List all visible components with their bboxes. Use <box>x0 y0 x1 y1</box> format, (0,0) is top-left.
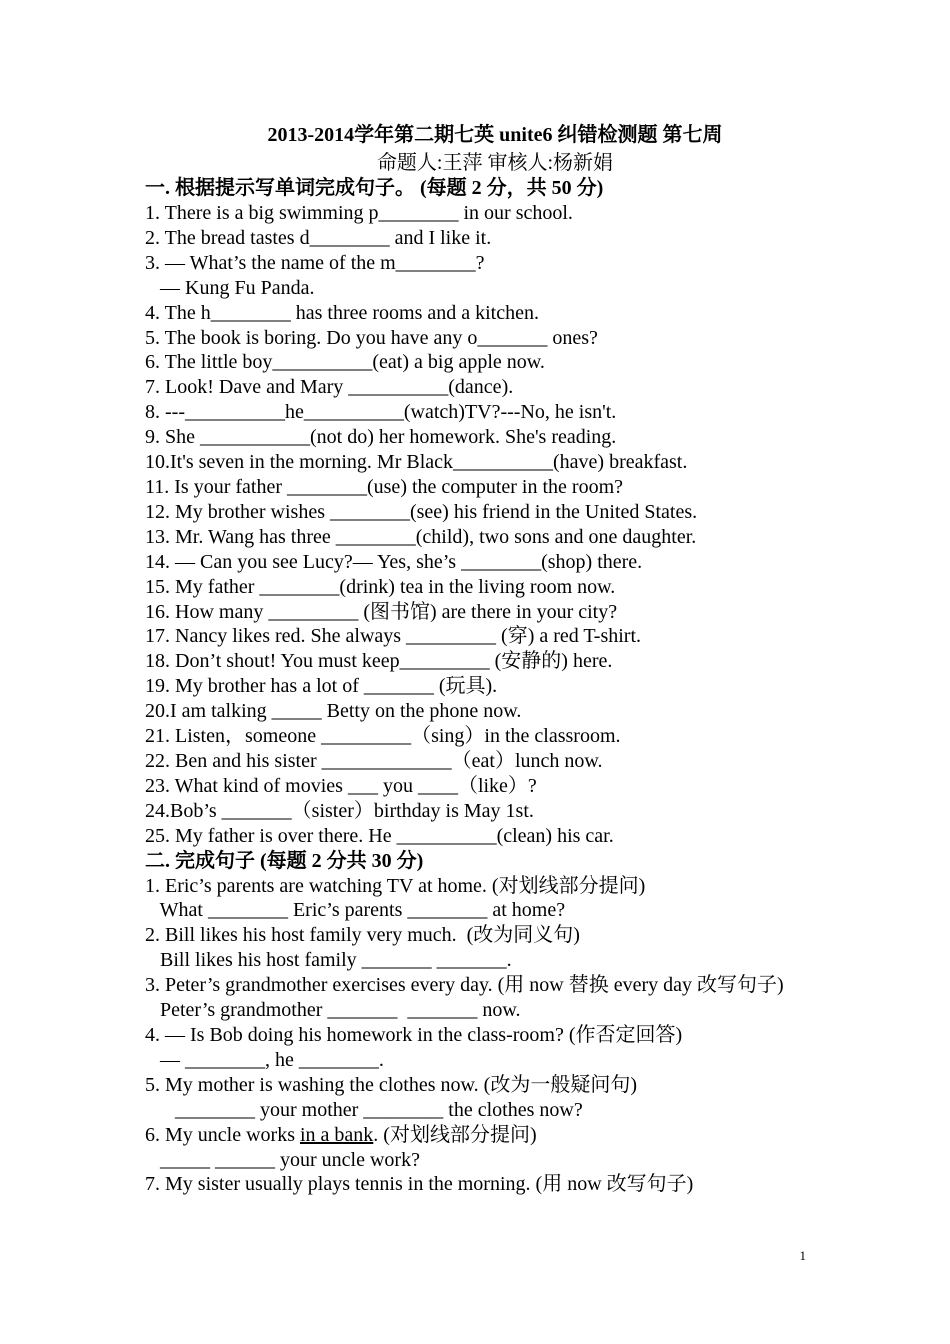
answer-line: Peter’s grandmother _______ _______ now. <box>145 999 521 1022</box>
exercise-line: 20.I am talking _____ Betty on the phone now. <box>145 700 522 723</box>
exercise-line: 21. Listen，someone _________（sing）in the classroom. <box>145 725 621 748</box>
exercise-line: 3. Peter’s grandmother exercises every day. (用 now 替换 every day 改写句子) <box>145 974 784 997</box>
exercise-line: 5. My mother is washing the clothes now. (改为一般疑问句) <box>145 1073 637 1096</box>
answer-line: _____ ______ your uncle work? <box>145 1148 420 1171</box>
exercise-line: 2. The bread tastes d________ and I like it. <box>145 226 492 249</box>
answer-line: — ________, he ________. <box>145 1048 384 1071</box>
exercise-line: 15. My father ________(drink) tea in the living room now. <box>145 575 616 598</box>
exercise-line: 5. The book is boring. Do you have any o_______ ones? <box>145 326 598 349</box>
exercise-line: 24.Bob’s _______（sister）birthday is May 1st. <box>145 799 534 822</box>
answer-line: ________ your mother ________ the clothes now? <box>145 1098 583 1121</box>
exercise-line: 3. — What’s the name of the m________? <box>145 251 485 274</box>
exercise-line: 17. Nancy likes red. She always _________ (穿) a red T-shirt. <box>145 625 642 648</box>
exercise-line: 23. What kind of movies ___ you ____（like）? <box>145 774 537 797</box>
exercise-line: 11. Is your father ________(use) the computer in the room? <box>145 475 624 498</box>
exercise-line: 1. Eric’s parents are watching TV at home. (对划线部分提问) <box>145 874 646 897</box>
exercise-text: . (对划线部分提问) <box>373 1123 537 1146</box>
exercise-line: 14. — Can you see Lucy?— Yes, she’s ________(shop) there. <box>145 550 643 573</box>
document-authors: 命题人:王萍 审核人:杨新娟 <box>376 152 614 174</box>
exercise-line: 7. My sister usually plays tennis in the morning. (用 now 改写句子) <box>145 1173 694 1196</box>
document-page <box>145 120 825 1197</box>
exercise-text: 6. My uncle works <box>145 1123 300 1146</box>
exercise-line: 10.It's seven in the morning. Mr Black__________(have) breakfast. <box>145 451 688 474</box>
exercise-line: 13. Mr. Wang has three ________(child), two sons and one daughter. <box>145 525 697 548</box>
underlined-phrase: in a bank <box>299 1123 374 1146</box>
answer-line: What ________ Eric’s parents ________ at home? <box>145 899 566 922</box>
exercise-line: 22. Ben and his sister _____________（eat）lunch now. <box>145 749 603 772</box>
exercise-line: 8. ---__________he__________(watch)TV?---No, he isn't. <box>145 401 617 424</box>
document-title: 2013-2014学年第二期七英 unite6 纠错检测题 第七周 <box>267 124 723 146</box>
exercise-line: 4. The h________ has three rooms and a kitchen. <box>145 301 539 324</box>
exercise-line: 12. My brother wishes ________(see) his friend in the United States. <box>145 500 698 523</box>
exercise-line: 16. How many _________ (图书馆) are there in your city? <box>145 600 618 623</box>
exercise-line: 25. My father is over there. He __________(clean) his car. <box>145 824 614 847</box>
exercise-line: 6. The little boy__________(eat) a big apple now. <box>145 351 545 374</box>
exercise-line: 9. She ___________(not do) her homework. She's reading. <box>145 426 617 449</box>
exercise-line <box>145 1123 825 1148</box>
section-1-lines <box>145 201 825 849</box>
page-number: 1 <box>799 1248 806 1263</box>
section-2-lines <box>145 874 825 1198</box>
exercise-line: 19. My brother has a lot of _______ (玩具). <box>145 675 498 698</box>
exercise-line: 1. There is a big swimming p________ in our school. <box>145 202 573 224</box>
section-1-heading: 一. 根据提示写单词完成句子。 (每题 2 分，共 50 分) <box>145 177 604 199</box>
exercise-line: 7. Look! Dave and Mary __________(dance). <box>145 376 514 399</box>
exercise-line: 2. Bill likes his host family very much. (改为同义句) <box>145 924 580 947</box>
exercise-line: 4. — Is Bob doing his homework in the class-room? (作否定回答) <box>145 1024 683 1046</box>
answer-line: Bill likes his host family _______ _______. <box>145 949 512 972</box>
section-2-heading: 二. 完成句子 (每题 2 分共 30 分) <box>145 849 424 872</box>
exercise-line: — Kung Fu Panda. <box>145 276 315 299</box>
exercise-line: 18. Don’t shout! You must keep_________ (安静的) here. <box>145 650 613 673</box>
